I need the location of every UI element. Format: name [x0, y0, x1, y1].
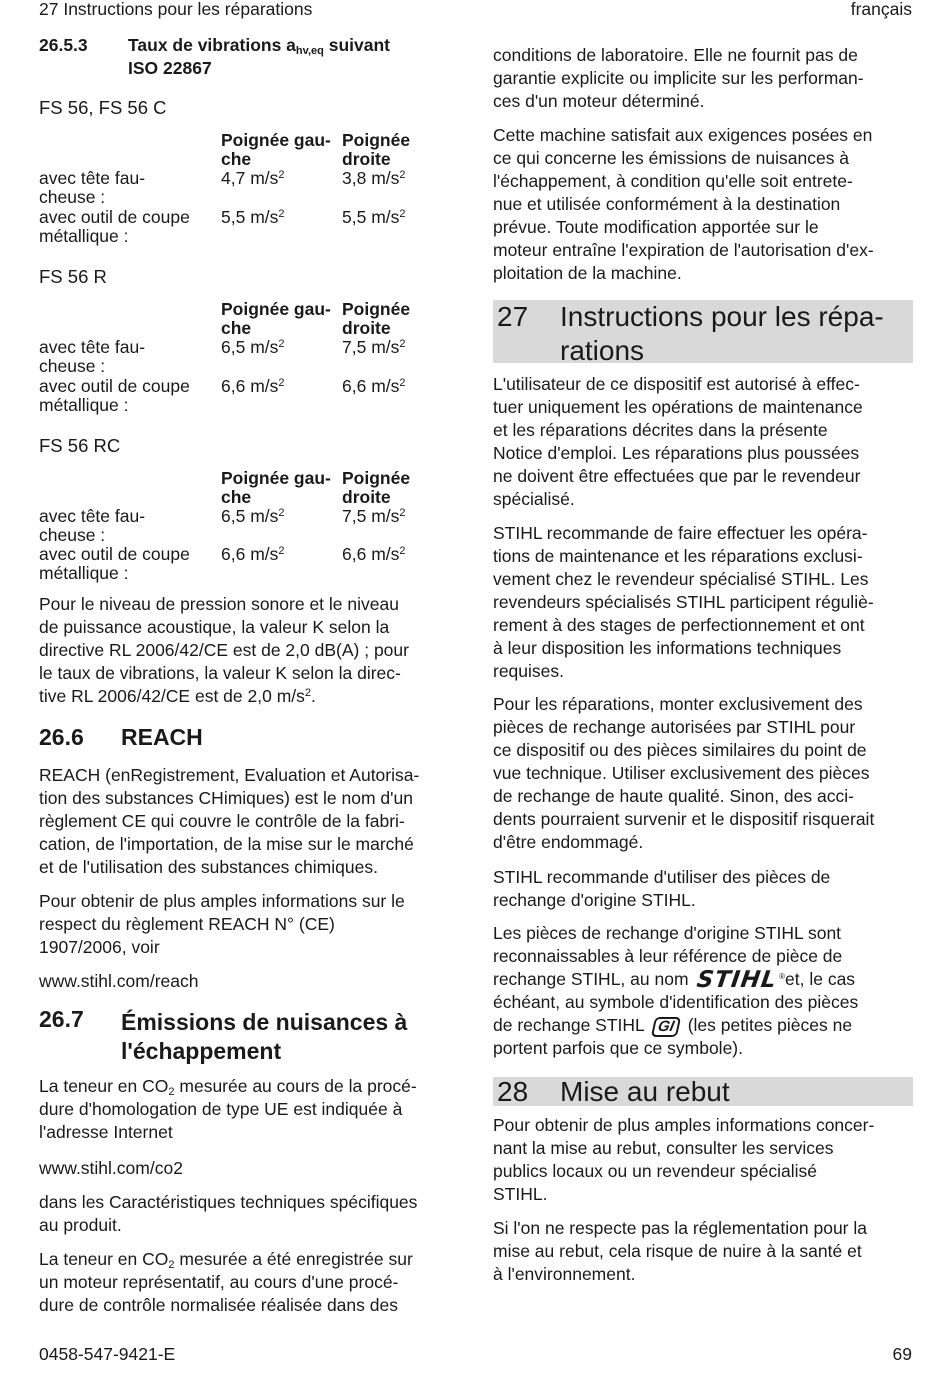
reach-url: www.stihl.com/reach [39, 971, 199, 991]
section-number-reach: 26.6 [39, 724, 84, 750]
running-header-language: français [850, 0, 912, 19]
value-cell: 6,6 $m/s^2$ [221, 376, 285, 396]
col-header-left-handle: Poignée gau- che [221, 468, 331, 507]
reach-paragraph: REACH (enRegistrement, Evaluation et Autorisa- tion des substances CHimiques) est le nom d'un règlement CE qui couvre le contrôle de la fabri- cation, de l'importation, de la mise sur le marché et de l'utilisation des substances chimiques. [39, 765, 420, 877]
value-cell: 6,5 $m/s^2$ [221, 337, 285, 357]
genuine-parts-icon: GI [651, 1017, 681, 1037]
co2-paragraph: La teneur en $CO_2$ mesurée au cours de la procé- dure d'homologation de type UE est indiquée à l'adresse Internet [39, 1076, 417, 1142]
section-title-reach: REACH [121, 724, 203, 750]
section-banner-repairs [493, 300, 913, 366]
row-label-metal-tool: avec outil de coupe métallique : [39, 207, 190, 246]
repairs-paragraph-3: Pour les réparations, monter exclusivement des pièces de rechange autorisées par STIHL pour ce dispositif ou des pièces similaires du point de vue technique. Utiliser exclusivement des pièces de rechange de haute qualité. Sinon, des acci- dents pourraient survenir et le dispositif risquerait d'être endommagé. [493, 694, 875, 852]
section-title-disposal: Mise au rebut [560, 1076, 730, 1107]
col-header-left-handle: Poignée gau- che [221, 130, 331, 169]
emissions-compliance-paragraph: Cette machine satisfait aux exigences posées en ce qui concerne les émissions de nuisances à l'échappement, à condition qu'elle soit entrete- nue et utilisée conformément à la destination prévue. Toute modification apportée sur le moteur entraîne l'expiration de l'autorisation d'ex- ploitation de la machine. [493, 125, 874, 283]
value-cell: 6,6 $m/s^2$ [221, 544, 285, 564]
model-group-label: FS 56 RC [39, 435, 121, 456]
section-number-disposal: 28 [497, 1076, 529, 1107]
repairs-paragraph-2: STIHL recommande de faire effectuer les opéra- tions de maintenance et les réparations exclusi- vement chez le revendeur spécialisé STIHL. Les revendeurs spécialisés STIHL participent réguliè- rement à des stages de perfectionnement et ont à leur disposition les informations techniques requises. [493, 523, 874, 681]
value-cell: 7,5 $m/s^2$ [342, 337, 406, 357]
col-header-right-handle: Poignée droite [342, 468, 411, 507]
section-number-emissions: 26.7 [39, 1006, 84, 1032]
section-number-repairs: 27 [497, 301, 529, 332]
disposal-paragraph-1: Pour obtenir de plus amples informations concer- nant la mise au rebut, consulter les services publics locaux ou un revendeur spécialisé STIHL. [493, 1115, 875, 1204]
value-cell: 7,5 $m/s^2$ [342, 506, 406, 526]
running-header-section: 27 Instructions pour les réparations [39, 0, 313, 19]
section-banner-disposal [493, 1077, 913, 1106]
section-title-repairs: Instructions pour les répa- rations [560, 301, 884, 366]
row-label-mowing-head: avec tête fau- cheuse : [39, 506, 146, 545]
row-label-mowing-head: avec tête fau- cheuse : [39, 337, 146, 376]
section-title-vibration: Taux de vibrations $a_{hv,eq}$ suivant ISO 22867 [128, 35, 390, 78]
col-header-right-handle: Poignée droite [342, 299, 411, 338]
co2-url: www.stihl.com/co2 [39, 1158, 183, 1178]
value-cell: 3,8 $m/s^2$ [342, 168, 406, 188]
repairs-paragraph-4: STIHL recommande d'utiliser des pièces de rechange d'origine STIHL. [493, 867, 831, 910]
section-number-vibration: 26.5.3 [39, 35, 88, 55]
value-cell: 4,7 $m/s^2$ [221, 168, 285, 188]
value-cell: 5,5 $m/s^2$ [342, 207, 406, 227]
value-cell: 6,6 $m/s^2$ [342, 544, 406, 564]
section-title-emissions: Émissions de nuisances à l'échappement [121, 1009, 408, 1064]
row-label-metal-tool: avec outil de coupe métallique : [39, 376, 190, 415]
page-number: 69 [892, 1344, 912, 1364]
model-group-label: FS 56 R [39, 266, 107, 287]
stihl-logo: STIHL [695, 967, 779, 993]
co2-measurement-paragraph: La teneur en $CO_2$ mesurée a été enregistrée sur un moteur représentatif, au cours d'une procé- dure de contrôle normalisée réalisée dans des [39, 1249, 413, 1315]
model-group-label: FS 56, FS 56 C [39, 97, 167, 118]
document-number: 0458-547-9421-E [39, 1344, 176, 1364]
row-label-metal-tool: avec outil de coupe métallique : [39, 544, 190, 583]
disposal-paragraph-2: Si l'on ne respecte pas la réglementation pour la mise au rebut, cela risque de nuire à la santé et à l'environnement. [493, 1218, 867, 1284]
repairs-paragraph-5: Les pièces de rechange d'origine STIHL sont reconnaissables à leur référence de pièce de rechange STIHL, au nom STIHL®et, le cas échéant, au symbole d'identification des pièces de rechange STIHL GI (les petites pièces ne portent parfois que ce symbole). [493, 923, 859, 1058]
col-header-left-handle: Poignée gau- che [221, 299, 331, 338]
reach-info-paragraph: Pour obtenir de plus amples informations sur le respect du règlement REACH N° (CE) 1907/2006, voir [39, 891, 405, 957]
value-cell: 6,5 $m/s^2$ [221, 506, 285, 526]
k-factor-paragraph: Pour le niveau de pression sonore et le niveau de puissance acoustique, la valeur K selon la directive RL 2006/42/CE est de 2,0 dB(A) ; pour le taux de vibrations, la valeur K selon la direc- tive RL 2006/42/CE est de 2,0 $m/s^2$. [39, 594, 409, 706]
co2-measurement-continued: conditions de laboratoire. Elle ne fournit pas de garantie explicite ou implicite sur les performan- ces d'un moteur déterminé. [493, 45, 864, 111]
co2-spec-paragraph: dans les Caractéristiques techniques spécifiques au produit. [39, 1192, 418, 1235]
row-label-mowing-head: avec tête fau- cheuse : [39, 168, 146, 207]
value-cell: 5,5 $m/s^2$ [221, 207, 285, 227]
repairs-paragraph-1: L'utilisateur de ce dispositif est autorisé à effec- tuer uniquement les opérations de maintenance et les réparations décrites dans la présente Notice d'emploi. Les réparations plus poussées ne doivent être effectuées que par le revendeur spécialisé. [493, 374, 863, 509]
col-header-right-handle: Poignée droite [342, 130, 411, 169]
value-cell: 6,6 $m/s^2$ [342, 376, 406, 396]
